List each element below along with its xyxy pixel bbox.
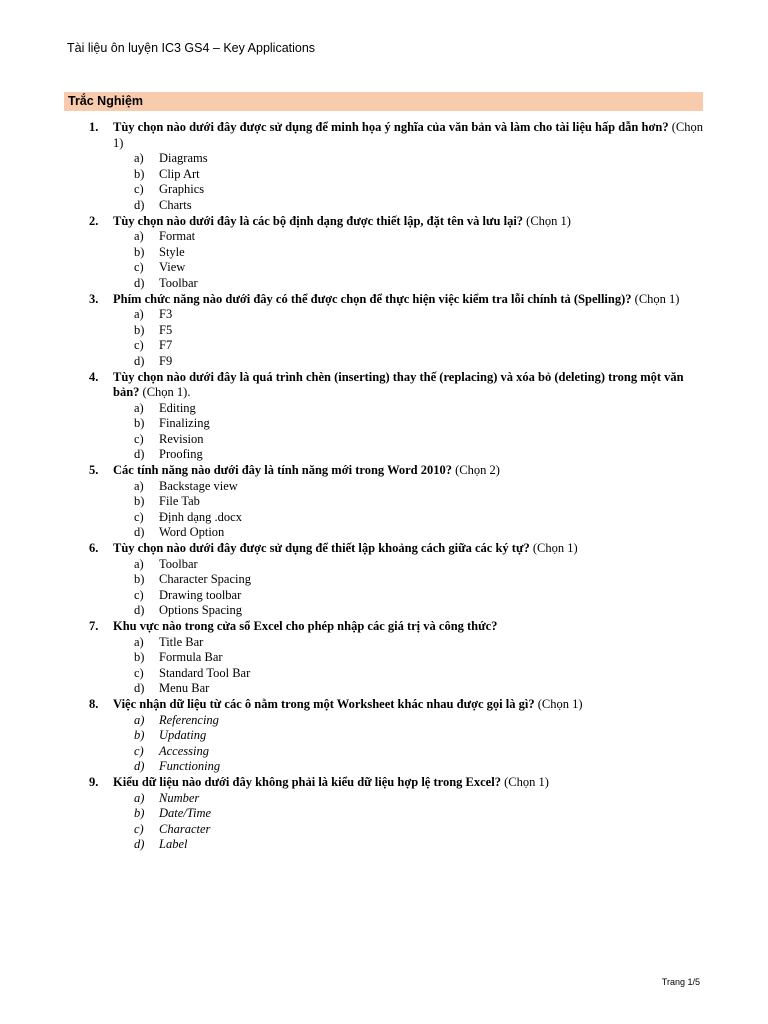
question-number: 2. bbox=[89, 213, 99, 228]
answer-options bbox=[113, 401, 704, 463]
option-letter: d) bbox=[134, 681, 145, 696]
question-text: Khu vực nào trong cửa sổ Excel cho phép nhập các giá trị và công thức? bbox=[113, 619, 498, 633]
question-item bbox=[89, 619, 704, 697]
option-letter: d) bbox=[134, 525, 145, 540]
option-letter: b) bbox=[134, 416, 145, 431]
answer-options bbox=[113, 307, 704, 369]
option-text: Finalizing bbox=[159, 416, 210, 431]
answer-option bbox=[134, 806, 704, 822]
option-text: Charts bbox=[159, 197, 192, 212]
answer-option bbox=[134, 167, 704, 183]
option-text: F3 bbox=[159, 307, 173, 322]
option-letter: a) bbox=[134, 790, 145, 805]
question-item bbox=[89, 370, 704, 464]
answer-option bbox=[134, 713, 704, 729]
answer-option bbox=[134, 822, 704, 838]
option-text: Clip Art bbox=[159, 166, 200, 181]
option-letter: d) bbox=[134, 197, 145, 212]
question-item bbox=[89, 463, 704, 541]
option-text: Functioning bbox=[159, 759, 221, 774]
option-text: F7 bbox=[159, 338, 173, 353]
answer-option bbox=[134, 510, 704, 526]
option-text: Character bbox=[159, 821, 211, 836]
answer-options bbox=[113, 791, 704, 853]
option-letter: c) bbox=[134, 338, 144, 353]
option-text: Proofing bbox=[159, 447, 203, 462]
answer-option bbox=[134, 557, 704, 573]
answer-options bbox=[113, 151, 704, 213]
option-letter: c) bbox=[134, 587, 144, 602]
option-letter: b) bbox=[134, 494, 145, 509]
question-item bbox=[89, 697, 704, 775]
question-number: 4. bbox=[89, 369, 99, 384]
option-letter: a) bbox=[134, 307, 144, 322]
question-item bbox=[89, 775, 704, 853]
question-number: 9. bbox=[89, 774, 99, 789]
option-letter: d) bbox=[134, 447, 145, 462]
option-letter: b) bbox=[134, 166, 145, 181]
answer-options bbox=[113, 635, 704, 697]
question-item bbox=[89, 541, 704, 619]
option-letter: c) bbox=[134, 821, 144, 836]
answer-option bbox=[134, 447, 704, 463]
question-list bbox=[89, 120, 704, 853]
option-text: Style bbox=[159, 244, 185, 259]
option-text: Title Bar bbox=[159, 634, 204, 649]
option-text: Formula Bar bbox=[159, 650, 223, 665]
question-text: Tùy chọn nào dưới đây được sử dụng để thiết lập khoảng cách giữa các ký tự? bbox=[113, 541, 530, 556]
answer-option bbox=[134, 837, 704, 853]
question-number: 8. bbox=[89, 696, 99, 711]
question-text: Các tính năng nào dưới đây là tính năng mới trong Word 2010? bbox=[113, 463, 453, 478]
option-letter: a) bbox=[134, 151, 144, 166]
question-item bbox=[89, 120, 704, 214]
question-number: 3. bbox=[89, 291, 99, 306]
option-text: Format bbox=[159, 229, 196, 244]
page-number: Trang 1/5 bbox=[661, 977, 700, 987]
question-text: Tùy chọn nào dưới đây là quá trình chèn (inserting) thay thế (replacing) và xóa bỏ (deleting) trong một văn bản? bbox=[113, 369, 684, 400]
option-text: Standard Tool Bar bbox=[159, 665, 251, 680]
option-letter: b) bbox=[134, 728, 145, 743]
option-letter: c) bbox=[134, 743, 144, 758]
option-text: Editing bbox=[159, 400, 196, 415]
option-text: Diagrams bbox=[159, 151, 208, 166]
question-note: (Chọn 1) bbox=[532, 541, 578, 556]
answer-option bbox=[134, 338, 704, 354]
option-text: Revision bbox=[159, 431, 204, 446]
answer-option bbox=[134, 525, 704, 541]
option-text: View bbox=[159, 260, 186, 275]
answer-option bbox=[134, 182, 704, 198]
option-letter: b) bbox=[134, 650, 145, 665]
answer-option bbox=[134, 401, 704, 417]
answer-option bbox=[134, 744, 704, 760]
option-text: Referencing bbox=[159, 712, 219, 727]
question-text: Phím chức năng nào dưới đây có thể được chọn để thực hiện việc kiểm tra lỗi chính tả (Spelling)? bbox=[113, 291, 632, 306]
answer-options bbox=[113, 557, 704, 619]
option-text: Character Spacing bbox=[159, 572, 251, 587]
option-letter: d) bbox=[134, 603, 145, 618]
answer-option bbox=[134, 588, 704, 604]
question-note: (Chọn 1). bbox=[142, 385, 191, 400]
option-letter: a) bbox=[134, 478, 144, 493]
question-text: Việc nhận dữ liệu từ các ô nằm trong một Worksheet khác nhau được gọi là gì? bbox=[113, 696, 535, 711]
option-text: Graphics bbox=[159, 182, 205, 197]
option-letter: d) bbox=[134, 353, 145, 368]
question-item bbox=[89, 214, 704, 292]
question-text: Tùy chọn nào dưới đây là các bộ định dạng được thiết lập, đặt tên và lưu lại? bbox=[113, 213, 524, 228]
option-letter: c) bbox=[134, 665, 144, 680]
option-text: Accessing bbox=[159, 743, 209, 758]
question-note: (Chọn 1) bbox=[537, 696, 583, 711]
option-text: Number bbox=[159, 790, 200, 805]
option-text: Toolbar bbox=[159, 275, 198, 290]
section-header-bar bbox=[64, 92, 703, 111]
question-number: 7. bbox=[89, 619, 99, 633]
answer-option bbox=[134, 323, 704, 339]
question-note: (Chọn 1) bbox=[504, 774, 549, 789]
option-letter: b) bbox=[134, 322, 145, 337]
answer-options bbox=[113, 713, 704, 775]
answer-option bbox=[134, 681, 704, 697]
option-text: File Tab bbox=[159, 494, 200, 509]
option-letter: a) bbox=[134, 400, 144, 415]
option-letter: b) bbox=[134, 244, 145, 259]
option-text: Updating bbox=[159, 728, 207, 743]
answer-option bbox=[134, 416, 704, 432]
answer-option bbox=[134, 650, 704, 666]
answer-option bbox=[134, 245, 704, 261]
option-letter: c) bbox=[134, 431, 144, 446]
option-text: F5 bbox=[159, 322, 173, 337]
option-letter: a) bbox=[134, 712, 145, 727]
answer-option bbox=[134, 494, 704, 510]
answer-option bbox=[134, 635, 704, 651]
section-title: Trắc Nghiệm bbox=[68, 94, 144, 108]
question-number: 1. bbox=[89, 120, 99, 134]
answer-options bbox=[113, 229, 704, 291]
question-item bbox=[89, 292, 704, 370]
option-letter: a) bbox=[134, 229, 144, 244]
question-text: Tùy chọn nào dưới đây được sử dụng để minh họa ý nghĩa của văn bản và làm cho tài liệu hấp dẫn hơn? bbox=[113, 120, 669, 134]
option-letter: b) bbox=[134, 806, 145, 821]
page-header: Tài liệu ôn luyện IC3 GS4 – Key Applications bbox=[67, 41, 316, 55]
option-letter: a) bbox=[134, 634, 144, 649]
option-letter: d) bbox=[134, 759, 145, 774]
answer-option bbox=[134, 151, 704, 167]
option-text: Label bbox=[159, 837, 188, 852]
answer-option bbox=[134, 307, 704, 323]
answer-option bbox=[134, 728, 704, 744]
option-letter: d) bbox=[134, 837, 145, 852]
question-note: (Chọn 2) bbox=[455, 463, 500, 478]
question-number: 6. bbox=[89, 541, 99, 556]
option-letter: c) bbox=[134, 260, 144, 275]
answer-option bbox=[134, 432, 704, 448]
option-text: Toolbar bbox=[159, 556, 198, 571]
answer-option bbox=[134, 791, 704, 807]
answer-option bbox=[134, 759, 704, 775]
option-letter: d) bbox=[134, 275, 145, 290]
answer-option bbox=[134, 198, 704, 214]
question-text: Kiểu dữ liệu nào dưới đây không phải là kiểu dữ liệu hợp lệ trong Excel? bbox=[113, 774, 501, 789]
option-text: Word Option bbox=[159, 525, 225, 540]
answer-option bbox=[134, 354, 704, 370]
answer-option bbox=[134, 666, 704, 682]
answer-option bbox=[134, 479, 704, 495]
question-note: (Chọn 1) bbox=[113, 120, 703, 150]
answer-option bbox=[134, 229, 704, 245]
answer-option bbox=[134, 260, 704, 276]
option-text: Options Spacing bbox=[159, 603, 242, 618]
answer-option bbox=[134, 603, 704, 619]
option-text: Định dạng .docx bbox=[159, 509, 242, 524]
option-letter: b) bbox=[134, 572, 145, 587]
option-text: Backstage view bbox=[159, 478, 238, 493]
option-letter: a) bbox=[134, 556, 144, 571]
answer-option bbox=[134, 276, 704, 292]
option-letter: c) bbox=[134, 182, 144, 197]
question-note: (Chọn 1) bbox=[634, 291, 680, 306]
option-letter: c) bbox=[134, 509, 144, 524]
answer-options bbox=[113, 479, 704, 541]
option-text: Drawing toolbar bbox=[159, 587, 242, 602]
question-number: 5. bbox=[89, 463, 99, 478]
option-text: Date/Time bbox=[159, 806, 212, 821]
answer-option bbox=[134, 572, 704, 588]
option-text: Menu Bar bbox=[159, 681, 210, 696]
option-text: F9 bbox=[159, 353, 173, 368]
question-note: (Chọn 1) bbox=[526, 213, 571, 228]
